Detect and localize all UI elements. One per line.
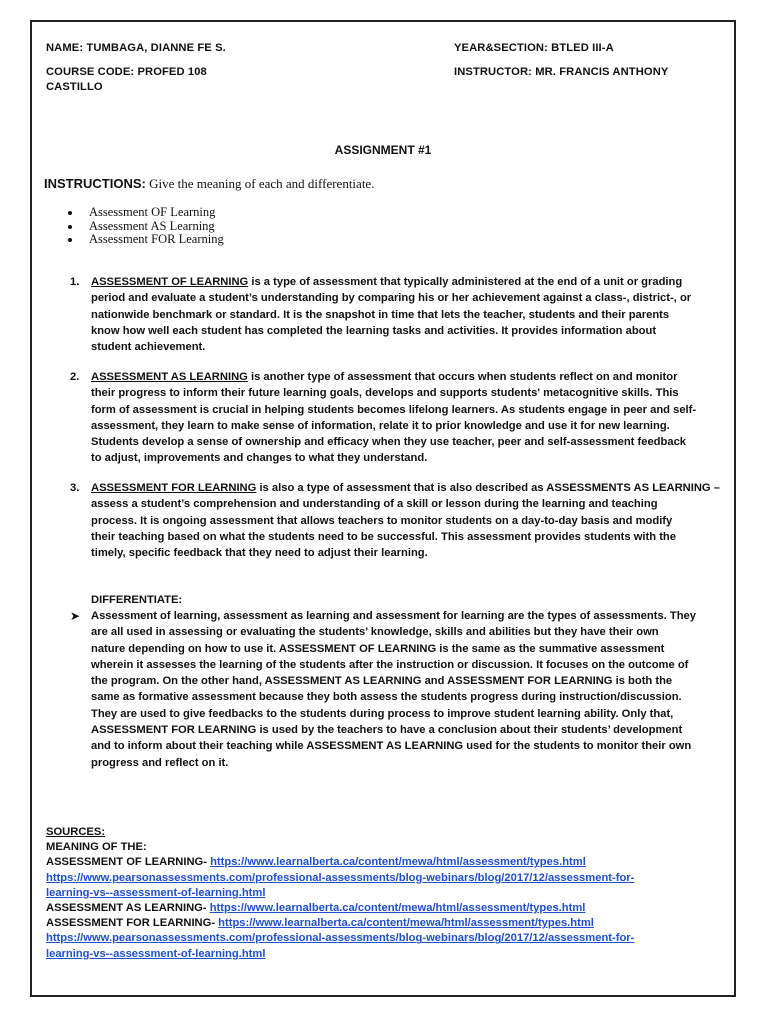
instructor-continuation: CASTILLO [46, 81, 103, 93]
year-section-label: YEAR&SECTION: [454, 42, 548, 54]
item-assessment-for-learning: 3. ASSESSMENT FOR LEARNING is also a type of assessment that is also described as ASSESSMENTS AS LEARNING – assess a student’s comprehension and understanding of a skill or lesson during the learning and teaching process. It is ongoing assessment that allows teachers to monitor students on a day-to-day basis and modify their teaching based on what the students need to be successful. This assessment provides students with the timely, specific feedback that they need to adjust their learning. [70, 482, 720, 560]
item-number: 3. [70, 482, 80, 494]
bullet-icon [68, 211, 72, 215]
source-link[interactable]: https://www.learnalberta.ca/content/mewa/html/assessment/types.html [210, 856, 586, 869]
sources-section [46, 825, 726, 962]
list-item: Assessment OF Learning [65, 206, 224, 220]
item-assessment-of-learning: 1. ASSESSMENT OF LEARNING is a type of assessment that typically administered at the end of a unit or grading period and evaluate a student’s understanding by comparing his or her achievement against a class-, district-, or nationwide benchmark or standard. It is the snapshot in time that lets the teacher, students and their parents know how well each student has completed the learning tasks and activities. It provides information about student achievement. [70, 276, 692, 354]
instructions-text: Give the meaning of each and differentiate. [145, 176, 375, 191]
list-item: Assessment AS Learning [65, 220, 224, 234]
course-code-value: PROFED 108 [137, 66, 207, 78]
item-term: ASSESSMENT FOR LEARNING [91, 482, 257, 494]
source-link[interactable]: https://www.pearsonassessments.com/professional-assessments/blog-webinars/blog/2017/12/assessment-for- [46, 932, 635, 945]
year-section-field [454, 42, 614, 54]
course-code-field [46, 66, 207, 78]
instructions [44, 176, 374, 192]
name-field [46, 42, 226, 54]
source-label: ASSESSMENT AS LEARNING- [46, 902, 210, 915]
list-item: Assessment FOR Learning [65, 233, 224, 247]
item-term: ASSESSMENT AS LEARNING [91, 371, 248, 383]
source-link[interactable]: https://www.pearsonassessments.com/professional-assessments/blog-webinars/blog/2017/12/assessment-for- [46, 871, 635, 884]
source-label: ASSESSMENT FOR LEARNING- [46, 917, 219, 930]
differentiate-heading: DIFFERENTIATE: [91, 594, 183, 606]
item-assessment-as-learning: 2. ASSESSMENT AS LEARNING is another type of assessment that occurs when students reflect on and monitor their progress to inform their future learning goals, develops and supports students' metacognitive skills. This form of assessment is crucial in helping students becomes lifelong learners. As students engage in peer and self- assessment, they learn to make sense of information, relate it to prior knowledge and use it for new learning. Students develop a sense of ownership and efficacy when they use teacher, peer and self-assessment feedback to adjust, improvements and changes to what they understand. [70, 371, 697, 465]
source-link[interactable]: learning-vs--assessment-of-learning.html [46, 947, 266, 960]
instructor-label: INSTRUCTOR: [454, 66, 532, 78]
sources-heading: SOURCES: [46, 826, 106, 838]
instructions-label: INSTRUCTIONS: [44, 176, 146, 191]
item-number: 1. [70, 276, 80, 288]
topics-list [65, 206, 224, 247]
name-label: NAME: [46, 42, 84, 54]
item-number: 2. [70, 371, 80, 383]
course-code-label: COURSE CODE: [46, 66, 135, 78]
year-section-value: BTLED III-A [551, 42, 614, 54]
arrow-bullet-icon: ➤ [70, 609, 81, 623]
name-value: TUMBAGA, DIANNE FE S. [86, 42, 226, 54]
instructor-value: MR. FRANCIS ANTHONY [535, 66, 669, 78]
differentiate-body: ➤ Assessment of learning, assessment as learning and assessment for learning are the types of assessments. They are all used in assessing or evaluating the students’ knowledge, skills and abilities but they have their own nature depending on how to use it. ASSESSMENT OF LEARNING is the same as the summative assessment wherein it assesses the learning of the students after the instruction or discussion. It focuses on the outcome of the program. On the other hand, ASSESSMENT AS LEARNING and ASSESSMENT FOR LEARNING is both the same as formative assessment because they both assess the students progress during instruction/discussion. They are used to give feedbacks to the students during process to improve student learning ability. Only that, ASSESSMENT FOR LEARNING is used by the teachers to have a conclusion about their students’ development and to inform about their teaching while ASSESSMENT AS LEARNING used for the students to monitor their own progress and reflect on it. [70, 609, 696, 769]
assignment-title: ASSIGNMENT #1 [334, 143, 432, 157]
bullet-icon [68, 238, 72, 242]
instructor-field [454, 66, 668, 78]
source-label: ASSESSMENT OF LEARNING- [46, 856, 211, 869]
sources-subheading: MEANING OF THE: [46, 841, 147, 854]
bullet-icon [68, 225, 72, 229]
item-term: ASSESSMENT OF LEARNING [91, 276, 249, 288]
source-link[interactable]: learning-vs--assessment-of-learning.html [46, 886, 266, 899]
source-link[interactable]: https://www.learnalberta.ca/content/mewa/html/assessment/types.html [209, 902, 586, 915]
document-page [30, 20, 736, 997]
source-link[interactable]: https://www.learnalberta.ca/content/mewa/html/assessment/types.html [218, 917, 594, 930]
